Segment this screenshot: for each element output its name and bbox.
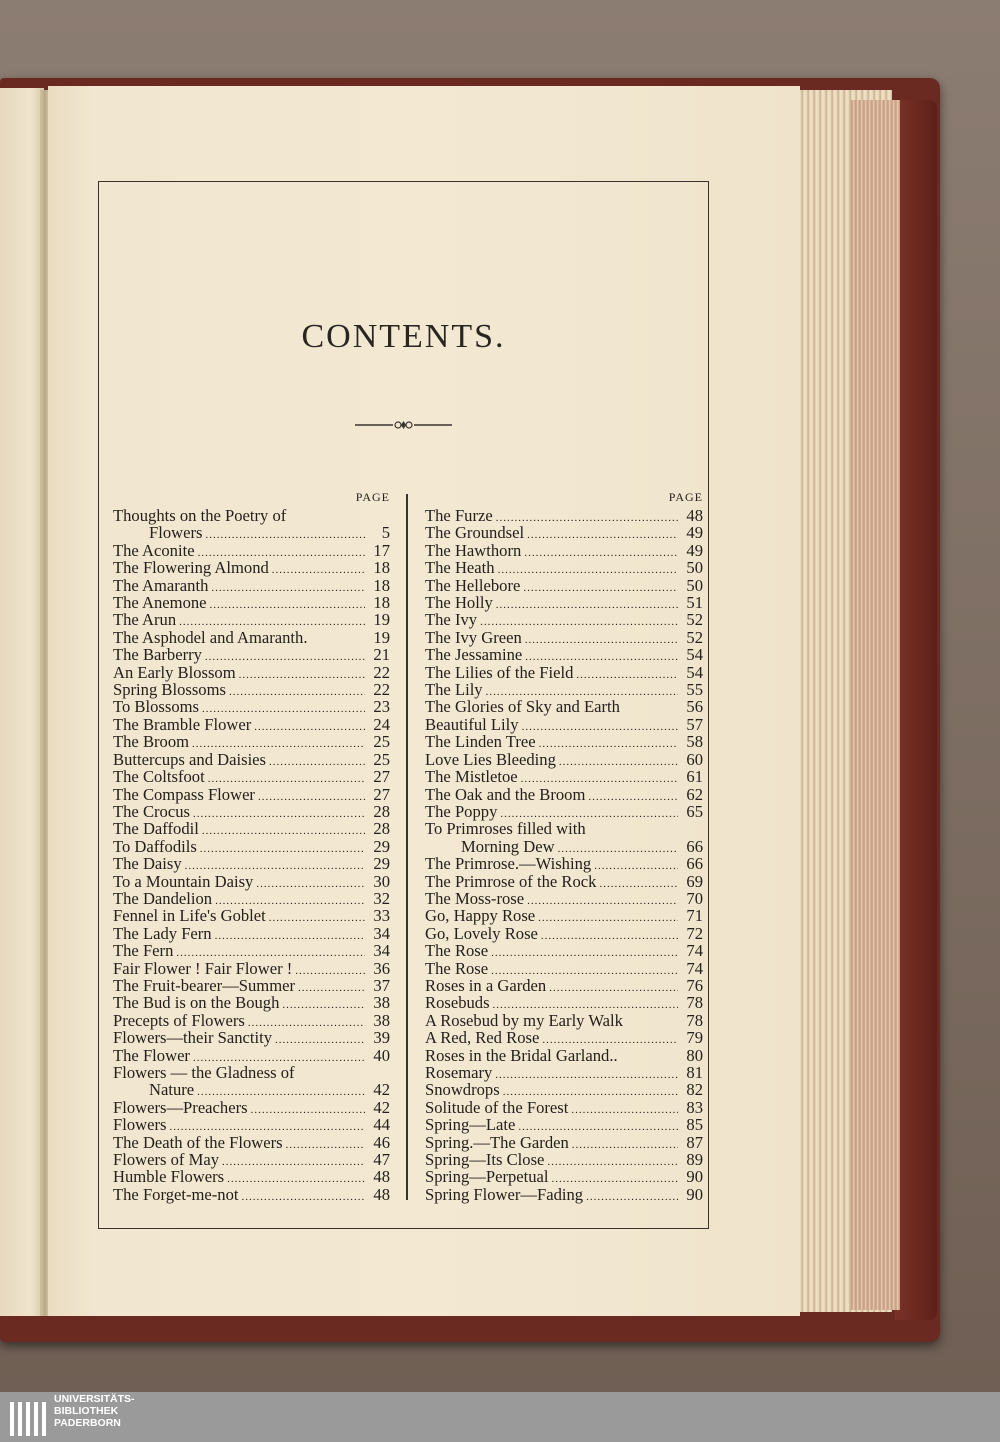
entry-page-number: 23 (373, 697, 390, 717)
entry-title: Flowers — the Gladness of (113, 1063, 295, 1082)
entry-page-number: 28 (373, 801, 390, 821)
entry-title: The Bud is on the Bough (113, 993, 280, 1013)
entry-title: Thoughts on the Poetry of (113, 506, 287, 525)
dot-leader (193, 806, 365, 823)
entry-page-number: 40 (373, 1045, 390, 1065)
entry-page-number: 42 (373, 1080, 390, 1100)
dot-leader (200, 841, 365, 858)
entry-title: The Broom (113, 732, 190, 752)
entry-title: The Lady Fern (113, 923, 212, 943)
dot-leader (525, 632, 678, 649)
entry-title: The Furze (425, 506, 493, 525)
dot-leader (524, 545, 678, 562)
entry-title: The Anemone (113, 593, 207, 613)
contents-column-right (425, 488, 703, 1203)
entry-page-number: 58 (686, 732, 703, 752)
entry-title: Rosemary (425, 1063, 493, 1082)
entry-page-number: 47 (373, 1150, 390, 1170)
entry-title: The Jessamine (425, 645, 523, 665)
contents-entry (425, 907, 703, 924)
contents-entry (425, 1029, 703, 1046)
entry-title: The Rose (425, 941, 489, 961)
entry-page-number: 54 (686, 662, 703, 682)
entry-title: Love Lies Bleeding (425, 749, 556, 769)
entry-title: Go, Happy Rose (425, 906, 536, 926)
contents-entry (113, 1151, 390, 1168)
page-column-header: PAGE (355, 490, 390, 504)
contents-entry (425, 960, 703, 977)
entry-title: The Ivy (425, 610, 478, 630)
dot-leader (222, 1154, 365, 1171)
entry-title: Buttercups and Daisies (113, 749, 266, 769)
dot-leader (239, 667, 365, 684)
contents-entry (425, 1099, 703, 1116)
entry-page-number: 22 (373, 680, 390, 700)
entry-title: The Amaranth (113, 575, 209, 595)
contents-entry (113, 646, 390, 663)
contents-list (113, 507, 390, 1203)
contents-entry (425, 646, 703, 663)
contents-entry (113, 1168, 390, 1185)
contents-entry (425, 786, 703, 803)
entry-page-number: 85 (686, 1115, 703, 1135)
contents-entry (425, 977, 703, 994)
entry-page-number: 50 (686, 558, 703, 578)
entry-page-number: 49 (686, 540, 703, 560)
entry-page-number: 25 (373, 749, 390, 769)
entry-page-number: 21 (373, 645, 390, 665)
entry-title: The Compass Flower (113, 784, 255, 804)
entry-page-number: 89 (686, 1150, 703, 1170)
contents-entry (425, 1134, 703, 1151)
entry-page-number: 48 (686, 506, 703, 525)
entry-page-number: 82 (686, 1080, 703, 1100)
entry-page-number: 27 (373, 767, 390, 787)
contents-entry (113, 977, 390, 994)
dot-leader (227, 1171, 365, 1188)
contents-entry (113, 594, 390, 611)
entry-title: Rosebuds (425, 993, 490, 1013)
entry-page-number: 78 (686, 993, 703, 1013)
page-column-header: PAGE (668, 490, 703, 504)
entry-title: Go, Lovely Rose (425, 923, 538, 943)
dot-leader (498, 562, 678, 579)
logo-line-1: UNIVERSITÄTS- (54, 1393, 135, 1405)
entry-page-number: 18 (373, 558, 390, 578)
entry-title: The Hellebore (425, 575, 521, 595)
dot-leader (272, 562, 365, 579)
contents-entry (113, 611, 390, 628)
dot-leader (588, 789, 678, 806)
entry-title: To Primroses filled with (425, 819, 586, 839)
entry-page-number: 17 (373, 540, 390, 560)
dot-leader (572, 1137, 678, 1154)
contents-entry (113, 768, 390, 785)
dot-leader (594, 858, 678, 875)
entry-page-number: 56 (686, 697, 703, 717)
entry-title: The Poppy (425, 801, 498, 821)
contents-entry (113, 838, 390, 855)
entry-page-number: 46 (373, 1132, 390, 1152)
dot-leader (295, 963, 365, 980)
entry-page-number: 70 (686, 888, 703, 908)
entry-page-number: 5 (381, 523, 390, 543)
contents-entry (425, 751, 703, 768)
contents-entry (113, 786, 390, 803)
entry-title: Flowers—their Sanctity (113, 1028, 273, 1048)
contents-entry (425, 942, 703, 959)
contents-entry (113, 1047, 390, 1064)
entry-title: Flowers (149, 523, 203, 543)
contents-entry (113, 681, 390, 698)
entry-title: A Red, Red Rose (425, 1028, 540, 1048)
entry-page-number: 78 (686, 1010, 703, 1030)
contents-entry (425, 768, 703, 785)
dot-leader (202, 823, 365, 840)
dot-leader (491, 945, 678, 962)
dot-leader (282, 997, 365, 1014)
entry-title: The Linden Tree (425, 732, 536, 752)
entry-title: The Primrose.—Wishing (425, 854, 592, 874)
entry-title: Spring—Late (425, 1115, 516, 1135)
entry-title: Morning Dew (461, 836, 555, 856)
contents-entry (113, 855, 390, 872)
entry-title: The Holly (425, 593, 493, 613)
contents-entry (113, 1081, 390, 1098)
library-footer-bar (0, 1392, 1000, 1442)
contents-entry (425, 838, 703, 855)
entry-page-number: 55 (686, 680, 703, 700)
contents-entry (425, 1168, 703, 1185)
entry-title: A Rosebud by my Early Walk (425, 1010, 623, 1030)
dot-leader (286, 1137, 365, 1154)
contents-entry (113, 803, 390, 820)
entry-title: The Flower (113, 1045, 190, 1065)
contents-entry (113, 994, 390, 1011)
dot-leader (298, 980, 365, 997)
contents-entry (113, 890, 390, 907)
entry-title: To a Mountain Daisy (113, 871, 254, 891)
entry-page-number: 39 (373, 1028, 390, 1048)
entry-title: Spring Flower—Fading (425, 1184, 584, 1204)
contents-entry (425, 629, 703, 646)
entry-title: Snowdrops (425, 1080, 500, 1100)
contents-entry (113, 1029, 390, 1046)
page-edges-deep (850, 100, 900, 1310)
library-logo-icon (8, 1398, 48, 1436)
contents-entry (425, 559, 703, 576)
dot-leader (599, 876, 678, 893)
entry-title: Fair Flower ! Fair Flower ! (113, 958, 293, 978)
entry-page-number: 87 (686, 1132, 703, 1152)
dot-leader (522, 719, 678, 736)
entry-title: Beautiful Lily (425, 714, 519, 734)
dot-leader (538, 910, 678, 927)
contents-entry (113, 925, 390, 942)
entry-title: Flowers (113, 1115, 167, 1135)
entry-page-number: 60 (686, 749, 703, 769)
dot-leader (254, 719, 365, 736)
contents-entry (425, 577, 703, 594)
entry-page-number: 48 (373, 1184, 390, 1204)
entry-title: The Groundsel (425, 523, 525, 543)
entry-title: The Hawthorn (425, 540, 522, 560)
contents-entry (113, 907, 390, 924)
contents-entry (425, 873, 703, 890)
entry-page-number: 18 (373, 575, 390, 595)
entry-page-number: 79 (686, 1028, 703, 1048)
contents-entry (425, 994, 703, 1011)
dot-leader (527, 893, 678, 910)
dot-leader (539, 736, 678, 753)
contents-entry (113, 733, 390, 750)
entry-title: The Death of the Flowers (113, 1132, 283, 1152)
entry-page-number: 34 (373, 941, 390, 961)
contents-entry (425, 890, 703, 907)
entry-page-number: 36 (373, 958, 390, 978)
contents-column-left (113, 488, 390, 1203)
entry-page-number: 66 (686, 854, 703, 874)
entry-title: To Blossoms (113, 697, 199, 717)
entry-title: Spring—Perpetual (425, 1167, 549, 1187)
contents-entry (113, 542, 390, 559)
entry-page-number: 74 (686, 958, 703, 978)
entry-page-number: 33 (373, 906, 390, 926)
entry-title: Flowers—Preachers (113, 1097, 248, 1117)
contents-entry (113, 942, 390, 959)
page-title: CONTENTS. (301, 318, 506, 355)
column-divider (406, 494, 408, 1200)
entry-title: The Moss-rose (425, 888, 525, 908)
entry-page-number: 29 (373, 854, 390, 874)
contents-entry (425, 733, 703, 750)
entry-title: Fennel in Life's Goblet (113, 906, 266, 926)
entry-page-number: 38 (373, 993, 390, 1013)
contents-entry (113, 960, 390, 977)
contents-entry (113, 1099, 390, 1116)
contents-entry (425, 803, 703, 820)
contents-entry (113, 524, 390, 541)
entry-title: The Bramble Flower (113, 714, 252, 734)
entry-page-number: 81 (686, 1063, 703, 1082)
dot-leader (527, 527, 678, 544)
dot-leader (215, 928, 365, 945)
entry-page-number: 72 (686, 923, 703, 943)
entry-title: The Barberry (113, 645, 202, 665)
contents-entry (425, 681, 703, 698)
contents-entry (425, 611, 703, 628)
entry-title: Nature (149, 1080, 195, 1100)
entry-title: Spring Blossoms (113, 680, 226, 700)
entry-page-number: 25 (373, 732, 390, 752)
entry-page-number: 30 (373, 871, 390, 891)
entry-page-number: 44 (373, 1115, 390, 1135)
entry-page-number: 49 (686, 523, 703, 543)
dot-leader (547, 1154, 678, 1171)
entry-page-number: 76 (686, 975, 703, 995)
entry-title: The Arun (113, 610, 177, 630)
entry-page-number: 18 (373, 593, 390, 613)
entry-page-number: 28 (373, 819, 390, 839)
entry-title: The Crocus (113, 801, 190, 821)
entry-title: The Daffodil (113, 819, 199, 839)
entry-page-number: 24 (373, 714, 390, 734)
contents-entry (425, 664, 703, 681)
entry-page-number: 52 (686, 627, 703, 647)
entry-title: Spring.—The Garden (425, 1132, 569, 1152)
contents-entry (425, 594, 703, 611)
entry-title: The Aconite (113, 540, 195, 560)
entry-title: The Dandelion (113, 888, 213, 908)
dot-leader (258, 789, 365, 806)
entry-page-number: 66 (686, 836, 703, 856)
contents-entry (425, 524, 703, 541)
entry-page-number: 83 (686, 1097, 703, 1117)
library-logo-text (54, 1393, 135, 1429)
entry-title: The Glories of Sky and Earth (425, 697, 620, 717)
entry-title: Precepts of Flowers (113, 1010, 245, 1030)
dot-leader (275, 1032, 365, 1049)
entry-page-number: 52 (686, 610, 703, 630)
dot-leader (523, 580, 678, 597)
entry-title: The Fruit-bearer—Summer (113, 975, 296, 995)
entry-page-number: 90 (686, 1184, 703, 1204)
entry-title: Spring—Its Close (425, 1150, 545, 1170)
entry-title: The Lily (425, 680, 483, 700)
dot-leader (541, 928, 678, 945)
entry-page-number: 32 (373, 888, 390, 908)
entry-page-number: 62 (686, 784, 703, 804)
entry-title: The Fern (113, 941, 174, 961)
contents-entry (113, 698, 390, 715)
entry-page-number: 29 (373, 836, 390, 856)
contents-entry (113, 559, 390, 576)
dot-leader (269, 910, 365, 927)
entry-title: The Flowering Almond (113, 558, 269, 578)
entry-page-number: 38 (373, 1010, 390, 1030)
entry-page-number: 57 (686, 714, 703, 734)
contents-entry (425, 716, 703, 733)
entry-title: The Oak and the Broom (425, 784, 586, 804)
entry-title: Roses in the Bridal Garland.. (425, 1045, 618, 1065)
contents-entry (425, 1151, 703, 1168)
entry-title: Solitude of the Forest (425, 1097, 569, 1117)
contents-entry (113, 820, 390, 837)
entry-title: Flowers of May (113, 1150, 220, 1170)
dot-leader (496, 597, 678, 614)
entry-page-number: 74 (686, 941, 703, 961)
entry-page-number: 61 (686, 767, 703, 787)
entry-title: The Mistletoe (425, 767, 518, 787)
entry-page-number: 50 (686, 575, 703, 595)
entry-page-number: 90 (686, 1167, 703, 1187)
entry-title: The Asphodel and Amaranth. (113, 627, 308, 647)
dot-leader (251, 1102, 365, 1119)
dot-leader (559, 754, 678, 771)
contents-entry (113, 873, 390, 890)
ornament-divider-icon (355, 418, 452, 432)
entry-title: The Lilies of the Field (425, 662, 574, 682)
entry-page-number: 34 (373, 923, 390, 943)
left-page (0, 88, 44, 1316)
contents-entry (425, 1064, 703, 1081)
book-cover-spine-edge (895, 100, 937, 1320)
dot-leader (495, 1067, 678, 1084)
entry-page-number: 27 (373, 784, 390, 804)
logo-line-3: PADERBORN (54, 1417, 121, 1429)
contents-entry (113, 1012, 390, 1029)
entry-page-number: 54 (686, 645, 703, 665)
dot-leader (576, 667, 678, 684)
entry-title: The Heath (425, 558, 495, 578)
contents-entry (425, 925, 703, 942)
entry-page-number: 80 (686, 1045, 703, 1065)
contents-entry (425, 1116, 703, 1133)
contents-entry (113, 1134, 390, 1151)
contents-entry (425, 1081, 703, 1098)
entry-title: The Ivy Green (425, 627, 522, 647)
contents-entry (113, 577, 390, 594)
entry-title: Humble Flowers (113, 1167, 225, 1187)
entry-title: The Daisy (113, 854, 182, 874)
dot-leader (211, 580, 365, 597)
contents-list (425, 507, 703, 1203)
entry-page-number: 69 (686, 871, 703, 891)
contents-entry (425, 507, 703, 524)
contents-entry (425, 855, 703, 872)
dot-leader (210, 597, 365, 614)
dot-leader (549, 980, 678, 997)
entry-title: The Forget-me-not (113, 1184, 239, 1204)
entry-page-number: 65 (686, 801, 703, 821)
contents-entry (113, 664, 390, 681)
dot-leader (586, 1189, 678, 1206)
entry-page-number: 19 (373, 627, 390, 647)
dot-leader (229, 684, 365, 701)
logo-line-2: BIBLIOTHEK (54, 1405, 119, 1417)
entry-page-number: 37 (373, 975, 390, 995)
entry-page-number: 19 (373, 610, 390, 630)
dot-leader (205, 527, 365, 544)
dot-leader (269, 754, 365, 771)
contents-entry (113, 507, 390, 524)
entry-page-number: 42 (373, 1097, 390, 1117)
entry-title: The Primrose of the Rock (425, 871, 597, 891)
contents-entry (113, 751, 390, 768)
contents-entry (425, 1186, 703, 1203)
dot-leader (242, 1189, 366, 1206)
entry-page-number: 51 (686, 593, 703, 613)
entry-page-number: 71 (686, 906, 703, 926)
entry-page-number: 48 (373, 1167, 390, 1187)
entry-title: An Early Blossom (113, 662, 236, 682)
entry-page-number: 22 (373, 662, 390, 682)
dot-leader (571, 1102, 678, 1119)
entry-title: To Daffodils (113, 836, 197, 856)
entry-title: The Coltsfoot (113, 767, 205, 787)
dot-leader (256, 876, 365, 893)
contents-entry (113, 1186, 390, 1203)
contents-entry (113, 1116, 390, 1133)
contents-entry (425, 542, 703, 559)
entry-title: The Rose (425, 958, 489, 978)
entry-title: Roses in a Garden (425, 975, 547, 995)
